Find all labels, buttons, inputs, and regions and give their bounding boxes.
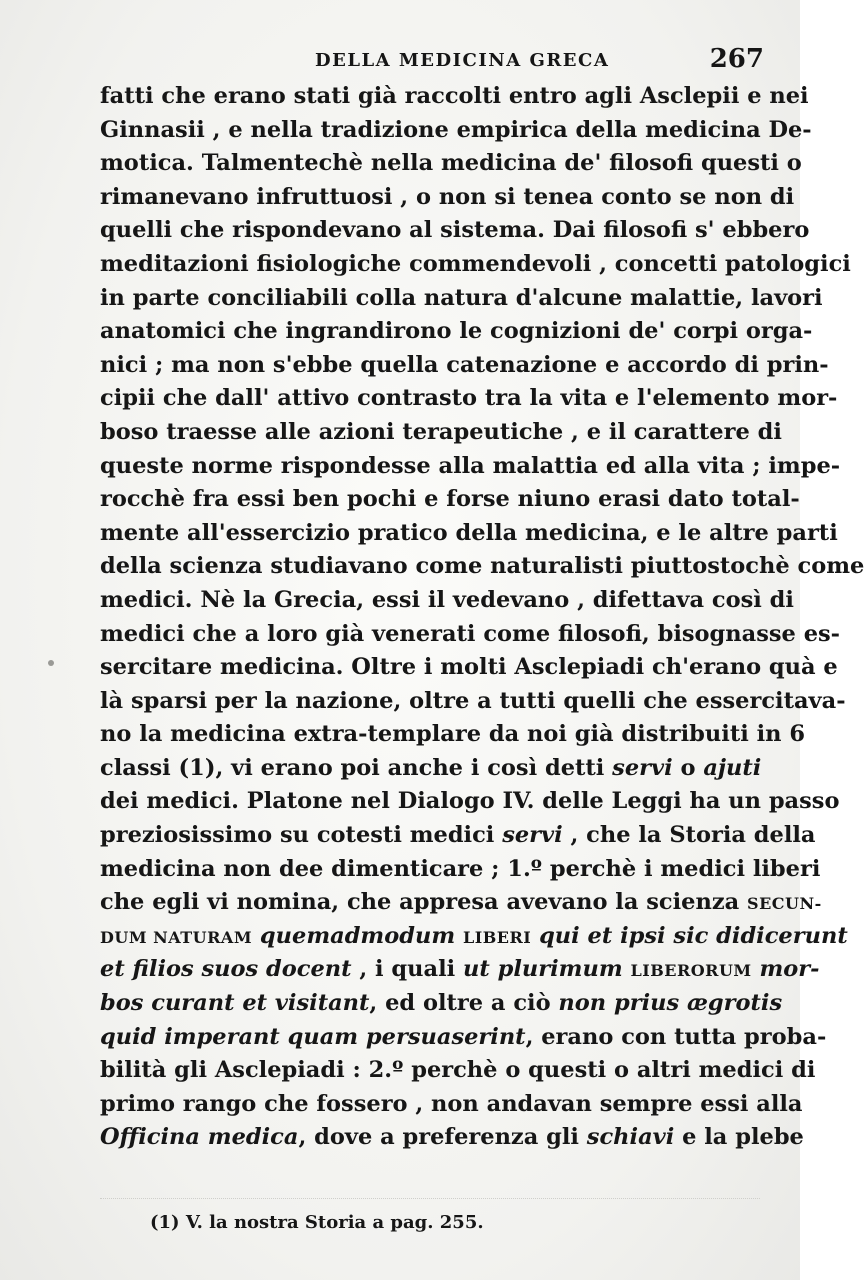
- text-segment: cipii che dall' attivo contrasto tra la vita e l'elemento mor-: [100, 385, 838, 412]
- text-line: [100, 550, 864, 584]
- italic-text: non prius ægrotis: [558, 990, 783, 1017]
- text-line: [100, 953, 820, 987]
- small-caps-text: DUM NATURAM: [100, 927, 253, 947]
- italic-text: mor-: [759, 956, 820, 983]
- text-segment: medicina non dee dimenticare ; 1.º perchè i medici liberi: [100, 855, 821, 882]
- text-line: [100, 853, 821, 887]
- text-segment: e la plebe: [674, 1124, 804, 1151]
- text-line: [100, 618, 841, 652]
- italic-text: bos curant et visitant: [100, 990, 370, 1017]
- italic-text: quid imperant quam persuaserint: [100, 1023, 526, 1050]
- text-segment: , erano con tutta proba-: [525, 1023, 827, 1050]
- text-segment: [252, 923, 260, 949]
- text-line: [100, 1021, 827, 1055]
- text-line: [100, 920, 848, 954]
- text-line: [100, 248, 851, 282]
- italic-text: et filios suos docent: [100, 956, 352, 983]
- text-line: [100, 819, 816, 853]
- small-caps-text: LIBERORUM: [630, 961, 752, 981]
- text-line: [100, 282, 823, 316]
- text-line: [100, 214, 810, 248]
- page-number: 267: [709, 44, 764, 74]
- small-caps-text: LIBERI: [463, 927, 532, 947]
- text-segment: boso traesse alle azioni terapeutiche , e il carattere di: [100, 418, 782, 445]
- footnote-rule: [100, 1198, 760, 1199]
- text-segment: fatti che erano stati già raccolti entro agli Asclepii e nei: [100, 83, 809, 109]
- text-segment: , che la Storia della: [562, 822, 816, 849]
- small-caps-text: SECUN-: [747, 894, 822, 914]
- text-segment: là sparsi per la nazione, oltre a tutti quelli che essercitava-: [100, 687, 846, 714]
- running-head: DELLA MEDICINA GRECA: [315, 50, 610, 71]
- text-line: [100, 886, 822, 920]
- text-segment: rimanevano infruttuosi , o non si tenea conto se non di: [100, 183, 795, 210]
- text-line: [100, 685, 846, 719]
- page-header: [100, 44, 764, 80]
- italic-text: qui et ipsi sic didicerunt: [539, 922, 848, 949]
- text-segment: nici ; ma non s'ebbe quella catenazione e accordo di prin-: [100, 351, 829, 378]
- text-segment: , i quali: [351, 956, 464, 983]
- italic-text: Officina medica: [100, 1124, 299, 1151]
- text-segment: motica. Talmentechè nella medicina de' filosofi questi o: [100, 150, 802, 177]
- text-line: [100, 1121, 804, 1155]
- margin-speck: [48, 660, 54, 666]
- italic-text: ajuti: [703, 754, 762, 781]
- text-segment: sercitare medicina. Oltre i molti Asclepiadi ch'erano quà e: [100, 654, 838, 681]
- italic-text: schiavi: [586, 1124, 675, 1151]
- text-segment: classi (1), vi erano poi anche i così detti: [100, 754, 613, 781]
- text-line: [100, 517, 838, 551]
- text-line: [100, 181, 795, 215]
- text-segment: primo rango che fossero , non andavan sempre essi alla: [100, 1090, 803, 1117]
- text-segment: meditazioni fisiologiche commendevoli , concetti patologici: [100, 250, 851, 277]
- footnote: (1) V. la nostra Storia a pag. 255.: [150, 1212, 484, 1233]
- text-segment: rocchè fra essi ben pochi e forse niuno erasi dato total-: [100, 486, 800, 513]
- text-line: [100, 752, 760, 786]
- text-line: [100, 147, 802, 181]
- text-segment: che egli vi nomina, che appresa avevano la scienza: [100, 889, 748, 916]
- text-segment: bilità gli Asclepiadi : 2.º perchè o questi o altri medici di: [100, 1057, 816, 1084]
- text-segment: anatomici che ingrandirono le cognizioni de' corpi orga-: [100, 318, 813, 345]
- text-segment: quelli che rispondevano al sistema. Dai filosofi s' ebbero: [100, 217, 810, 244]
- text-line: [100, 114, 812, 148]
- text-line: [100, 80, 809, 114]
- text-segment: medici che a loro già venerati come filosofi, bisognasse es-: [100, 620, 841, 647]
- text-line: [100, 785, 840, 819]
- italic-text: servi: [502, 822, 563, 849]
- text-line: [100, 987, 783, 1021]
- text-segment: preziosissimo su cotesti medici: [100, 822, 503, 849]
- text-line: [100, 1054, 816, 1088]
- text-line: [100, 718, 805, 752]
- text-line: [100, 651, 838, 685]
- text-segment: della scienza studiavano come naturalisti piuttostochè come: [100, 553, 864, 580]
- text-segment: Ginnasii , e nella tradizione empirica della medicina De-: [100, 116, 812, 143]
- text-segment: , ed oltre a ciò: [369, 990, 559, 1017]
- text-segment: queste norme rispondesse alla malattia ed alla vita ; impe-: [100, 452, 841, 479]
- text-segment: mente all'essercizio pratico della medicina, e le altre parti: [100, 519, 838, 546]
- text-segment: [455, 923, 463, 949]
- text-segment: dei medici. Platone nel Dialogo IV. delle Leggi ha un passo: [100, 788, 840, 815]
- text-segment: [531, 923, 539, 949]
- text-line: [100, 382, 838, 416]
- text-line: [100, 584, 794, 618]
- text-line: [100, 483, 800, 517]
- text-line: [100, 450, 841, 484]
- text-segment: , dove a preferenza gli: [298, 1124, 587, 1151]
- italic-text: quemadmodum: [259, 922, 456, 949]
- text-segment: in parte conciliabili colla natura d'alcune malattie, lavori: [100, 284, 823, 311]
- text-line: [100, 315, 813, 349]
- body-text: [100, 80, 864, 1155]
- text-line: [100, 416, 782, 450]
- text-line: [100, 1088, 803, 1122]
- text-segment: medici. Nè la Grecia, essi il vedevano , difettava così di: [100, 586, 794, 613]
- italic-text: ut plurimum: [463, 956, 623, 983]
- italic-text: servi: [612, 754, 673, 781]
- text-segment: o: [672, 754, 704, 781]
- text-segment: no la medicina extra-templare da noi già distribuiti in 6: [100, 721, 805, 748]
- text-line: [100, 349, 829, 383]
